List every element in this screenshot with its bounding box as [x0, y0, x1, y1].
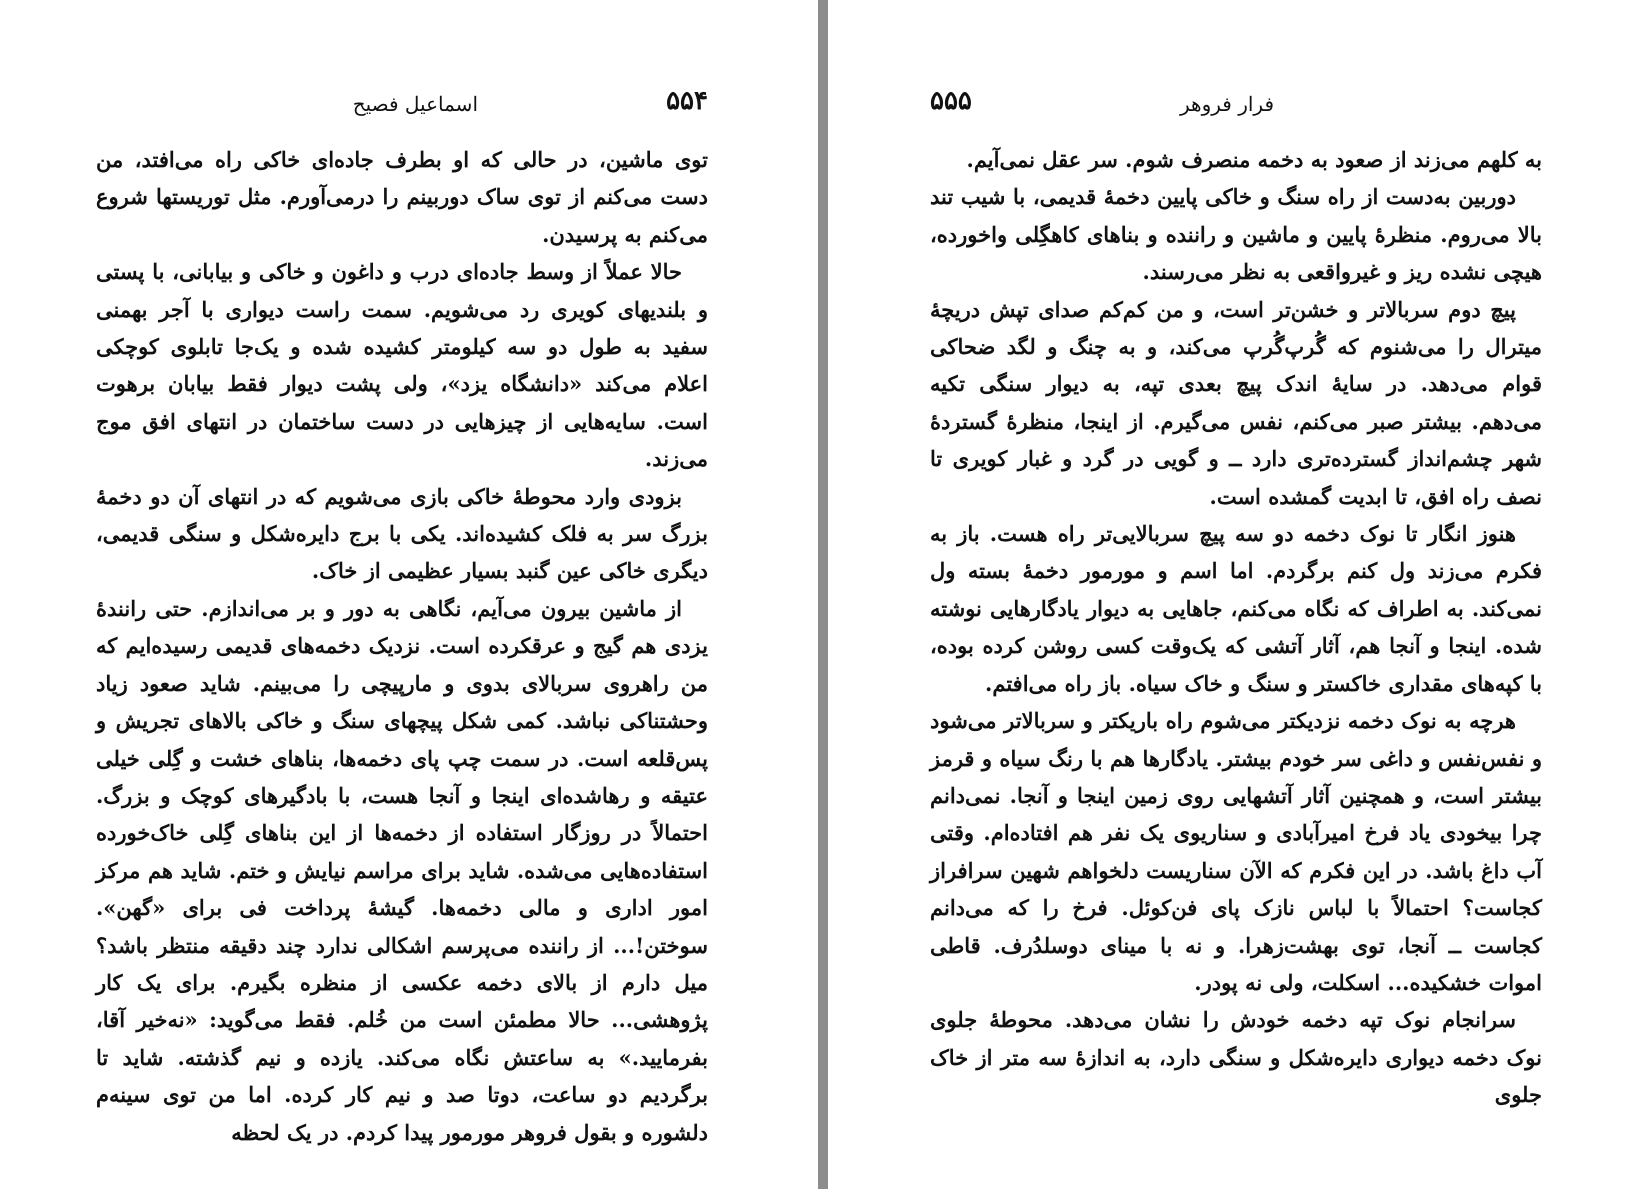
right-paragraph-3: پیچ دوم سربالاتر و خشن‌تر است، و من کم‌کم صدای تپش دریچهٔ میترال را می‌شنوم که گُرپ‌گُرپ می‌کند، و به چنگ و لگد ضحاکی قوام می‌دهد. در سایهٔ اندک پیچ بعدی تپه، به دیوار سنگی تکیه می‌دهم. بیشتر صبر می‌کنم، نفس می‌گیرم. از اینجا، منظرهٔ گستردهٔ شهر چشم‌انداز گسترده‌تری دارد ــ و گویی در گرد و غبار کویری تا نصف راه افق، تا ابدیت گمشده است. [930, 296, 1542, 509]
right-page-header [930, 86, 1542, 126]
right-paragraph-2: دوربین به‌دست از راه سنگ و خاکی پایین دخمهٔ قدیمی، با شیب تند بالا می‌روم. منظرهٔ پایین و ماشین و راننده و بناهای کاهگِلی واخورده، هیچی نشده ریز و غیرواقعی به نظر می‌رسند. [930, 184, 1542, 285]
left-paragraph-1: توی ماشین، در حالی که او بطرف جاده‌ای خاکی راه می‌افتد، من دست می‌کنم از توی ساک دوربینم را درمی‌آورم. مثل توریستها شروع می‌کنم به پرسیدن. [96, 147, 708, 247]
left-paragraph-2: حالا عملاً از وسط جاده‌ای درب و داغون و خاکی و بیابانی، با پستی و بلندیهای کویری رد می‌شویم. سمت راست دیواری با آجر بهمنی سفید به طول دو سه کیلومتر کشیده شده و یک‌جا تابلوی کوچکی اعلام می‌کند «دانشگاه یزد»، ولی پشت دیوار فقط بیابان برهوت است. سایه‌هایی از چیزهایی در دست ساختمان در انتهای افق موج می‌زند. [96, 259, 708, 472]
left-page [96, 0, 708, 1189]
right-page [930, 0, 1542, 1189]
left-page-body [96, 141, 708, 1151]
left-paragraph-3: بزودی وارد محوطهٔ خاکی بازی می‌شویم که در انتهای آن دو دخمهٔ بزرگ سر به فلک کشیده‌اند. یکی با برج دایره‌شکل و سنگی قدیمی، دیگری خاکی عین گنبد بسیار عظیمی از خاک. [96, 483, 708, 584]
right-paragraph-1: به کلهم می‌زند از صعود به دخمه منصرف شوم. سر عقل نمی‌آیم. [966, 147, 1542, 172]
right-paragraph-5: هرچه به نوک دخمه نزدیکتر می‌شوم راه باریکتر و سربالاتر می‌شود و نفس‌نفس و داغی سر خودم بیشتر. یادگارها هم با رنگ سیاه و قرمز بیشتر است، و همچنین آثار آتشهایی روی زمین اینجا و آنجا. نمی‌دانم چرا بیخودی یاد فرخ امیرآبادی و سناریوی یک نفر هم افتاده‌ام. وقتی آب داغ باشد. در این فکرم که الآن سناریست دلخواهم شهین سرافراز کجاست؟ احتمالاً با لباس نازک پای فن‌کوئل. فرخ را که می‌دانم کجاست ــ آنجا، توی بهشت‌زهرا. و نه با مینای دوسلدُرف. قاطی اموات خشکیده... اسکلت، ولی نه پودر. [930, 708, 1542, 995]
left-running-title: اسماعیل فصیح [352, 92, 478, 116]
right-page-body [930, 141, 1542, 1114]
right-page-number: ۵۵۵ [930, 86, 972, 116]
page-gutter-divider [818, 0, 828, 1189]
right-running-title: فرار فروهر [1180, 92, 1275, 116]
right-paragraph-4: هنوز انگار تا نوک دخمه دو سه پیچ سربالایی‌تر راه هست. باز به فکرم می‌زند ول کنم برگردم. اما اسم و مورمور دخمهٔ بسته ول نمی‌کند. به اطراف که نگاه می‌کنم، جاهایی به دیوار یادگارهایی نوشته شده. اینجا و آنجا هم، آثار آتشی که یک‌وقت کسی روشن کرده بوده، با کپه‌های مقداری خاکستر و سنگ و خاک سیاه. باز راه می‌افتم. [930, 521, 1542, 696]
left-paragraph-4: از ماشین بیرون می‌آیم، نگاهی به دور و بر می‌اندازم. حتی رانندهٔ یزدی هم گیج و عرقکرده است. نزدیک دخمه‌های قدیمی رسیده‌ایم که من راهروی سربالای بدوی و مارپیچی را می‌بینم. شاید صعود زیاد وحشتناکی نباشد. کمی شکل پیچهای سنگ و خاکی بالاهای تجریش و پس‌قلعه است. در سمت چپ پای دخمه‌ها، بناهای خشت و گِلی خیلی عتیقه و رهاشده‌ای اینجا و آنجا هست، با بادگیرهای کوچک و بزرگ. احتمالاً در روزگار استفاده از دخمه‌ها از این بناهای گِلی خاک‌خورده استفاده‌هایی می‌شده. شاید برای مراسم نیایش و ختم. شاید هم مرکز امور اداری و مالی دخمه‌ها. گیشهٔ پرداخت فی برای «گهن». سوختن!... از راننده می‌پرسم اشکالی ندارد چند دقیقه منتظر باشد؟ میل دارم از بالای دخمه عکسی از منظره بگیرم. برای یک کار پژوهشی... حالا مطمئن است من خُلم. فقط می‌گوید: «نه‌خیر آقا، بفرمایید.» به ساعتش نگاه می‌کند. یازده و نیم گذشته. شاید تا برگردیم دو ساعت، دوتا صد و نیم کار کرده. اما من توی سینه‌م دلشوره و بقول فروهر مورمور پیدا کردم. در یک لحظه [96, 595, 708, 1145]
right-paragraph-6: سرانجام نوک تپه دخمه خودش را نشان می‌دهد. محوطهٔ جلوی نوک دخمه دیواری دایره‌شکل و سنگی دارد، به اندازهٔ سه متر از خاک جلوی [930, 1007, 1542, 1108]
left-page-header [96, 86, 708, 126]
left-page-number: ۵۵۴ [666, 86, 708, 116]
